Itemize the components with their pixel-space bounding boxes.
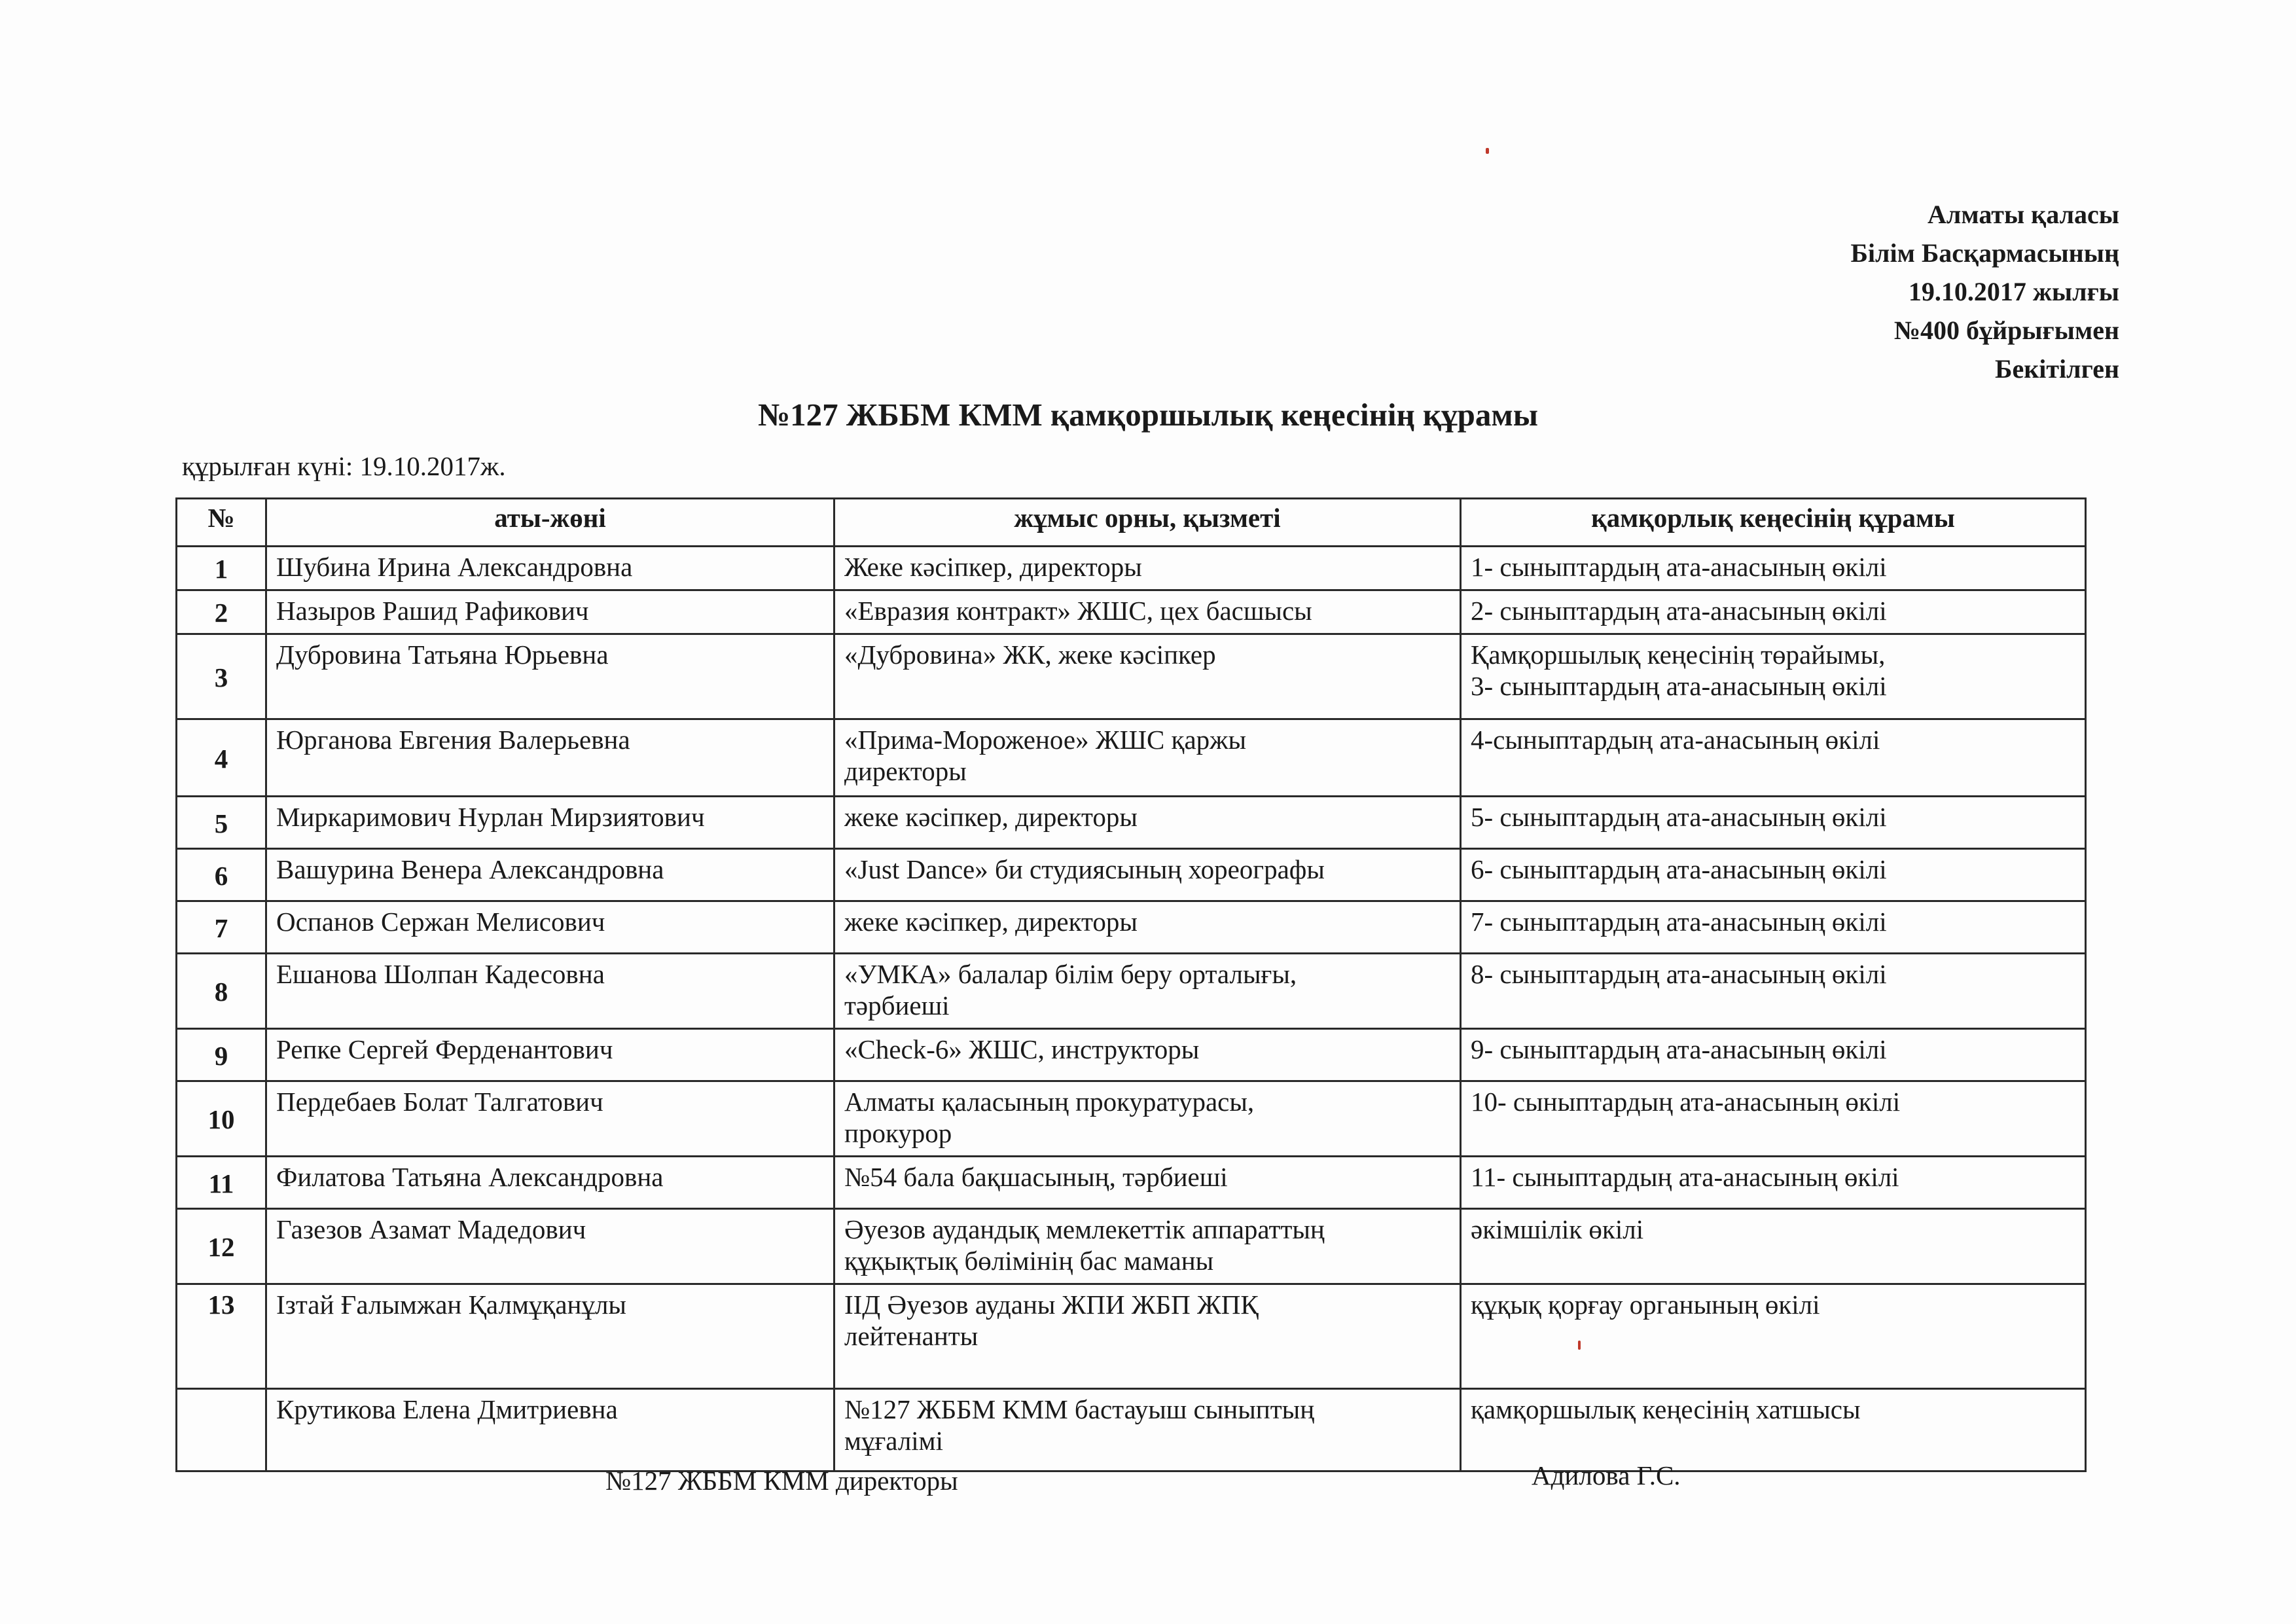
workplace-line: «Just Dance» би студиясының хореографы	[844, 854, 1325, 884]
workplace-line: прокурор	[844, 1118, 952, 1148]
row-workplace	[834, 1157, 1461, 1209]
workplace-line: «УМКА» балалар білім беру орталығы,	[844, 959, 1297, 989]
role-line: 11- сыныптардың ата-анасының өкілі	[1471, 1162, 1899, 1192]
row-workplace	[834, 634, 1461, 719]
row-council-role	[1461, 547, 2086, 590]
table-row	[177, 547, 2086, 590]
row-full-name: Шубина Ирина Александровна	[266, 547, 834, 590]
row-number: 11	[177, 1157, 266, 1209]
role-line: 6- сыныптардың ата-анасының өкілі	[1471, 854, 1887, 884]
row-full-name: Ізтай Ғалымжан Қалмұқанұлы	[266, 1284, 834, 1389]
row-number: 3	[177, 634, 266, 719]
table-row	[177, 901, 2086, 954]
workplace-line: Жеке кәсіпкер, директоры	[844, 552, 1142, 582]
workplace-line: «Check-6» ЖШС, инструкторы	[844, 1034, 1200, 1064]
row-council-role	[1461, 797, 2086, 849]
row-council-role	[1461, 590, 2086, 634]
row-number: 13	[177, 1284, 266, 1389]
row-council-role	[1461, 849, 2086, 901]
approval-line-city: Алматы қаласы	[1928, 200, 2119, 229]
workplace-line: Әуезов аудандық мемлекеттік аппараттың	[844, 1214, 1325, 1244]
workplace-line: Алматы қаласының прокуратурасы,	[844, 1087, 1255, 1117]
workplace-line: мұғалімі	[844, 1426, 944, 1456]
header-number: №	[177, 499, 266, 547]
row-number	[177, 1389, 266, 1471]
row-full-name: Газезов Азамат Мадедович	[266, 1209, 834, 1284]
table-row	[177, 1389, 2086, 1471]
workplace-line: жеке кәсіпкер, директоры	[844, 907, 1138, 937]
approval-line-department: Білім Басқармасының	[1850, 238, 2119, 268]
workplace-line: «Прима-Мороженое» ЖШС қаржы	[844, 725, 1247, 755]
role-line: 10- сыныптардың ата-анасының өкілі	[1471, 1087, 1901, 1117]
workplace-line: лейтенанты	[844, 1321, 978, 1351]
role-line: Қамқоршылық кеңесінің төрайымы,	[1471, 640, 1886, 670]
director-position: №127 ЖББМ КММ директоры	[605, 1466, 958, 1496]
row-full-name: Репке Сергей Ферденантович	[266, 1029, 834, 1081]
row-council-role	[1461, 901, 2086, 954]
role-line: 5- сыныптардың ата-анасының өкілі	[1471, 802, 1887, 832]
row-number: 2	[177, 590, 266, 634]
role-line: қамқоршылық кеңесінің хатшысы	[1471, 1394, 1861, 1424]
director-name: Адилова Г.С.	[1532, 1460, 1681, 1490]
workplace-line: №127 ЖББМ КММ бастауыш сыныптың	[844, 1394, 1315, 1424]
role-line: 4-сыныптардың ата-анасының өкілі	[1471, 725, 1880, 755]
role-line: 7- сыныптардың ата-анасының өкілі	[1471, 907, 1887, 937]
row-full-name: Оспанов Сержан Мелисович	[266, 901, 834, 954]
role-line: 3- сыныптардың ата-анасының өкілі	[1471, 671, 1887, 701]
row-number: 10	[177, 1081, 266, 1157]
row-full-name: Назыров Рашид Рафикович	[266, 590, 834, 634]
row-full-name: Юрганова Евгения Валерьевна	[266, 719, 834, 797]
row-workplace	[834, 590, 1461, 634]
role-line: әкімшілік өкілі	[1471, 1214, 1644, 1244]
role-line: құқық қорғау органының өкілі	[1471, 1290, 1820, 1320]
role-line: 2- сыныптардың ата-анасының өкілі	[1471, 596, 1887, 626]
row-council-role	[1461, 1081, 2086, 1157]
row-full-name: Крутикова Елена Дмитриевна	[266, 1389, 834, 1471]
role-line: 8- сыныптардың ата-анасының өкілі	[1471, 959, 1887, 989]
role-line: 1- сыныптардың ата-анасының өкілі	[1471, 552, 1887, 582]
workplace-line: құқықтық бөлімінің бас маманы	[844, 1246, 1214, 1276]
row-full-name: Ешанова Шолпан Кадесовна	[266, 954, 834, 1029]
row-workplace	[834, 901, 1461, 954]
row-number: 8	[177, 954, 266, 1029]
row-number: 5	[177, 797, 266, 849]
workplace-line: жеке кәсіпкер, директоры	[844, 802, 1138, 832]
table-row	[177, 954, 2086, 1029]
row-number: 9	[177, 1029, 266, 1081]
table-row	[177, 719, 2086, 797]
table-row	[177, 1284, 2086, 1389]
row-workplace	[834, 1284, 1461, 1389]
row-council-role	[1461, 1389, 2086, 1471]
row-number: 12	[177, 1209, 266, 1284]
row-council-role	[1461, 1157, 2086, 1209]
row-workplace	[834, 797, 1461, 849]
table-row	[177, 1157, 2086, 1209]
row-council-role	[1461, 1029, 2086, 1081]
approval-line-date: 19.10.2017 жылғы	[1908, 277, 2119, 306]
row-workplace	[834, 1389, 1461, 1471]
ink-speck	[1486, 148, 1489, 154]
row-number: 7	[177, 901, 266, 954]
row-workplace	[834, 719, 1461, 797]
row-workplace	[834, 1209, 1461, 1284]
row-council-role	[1461, 634, 2086, 719]
row-full-name: Пердебаев Болат Талгатович	[266, 1081, 834, 1157]
workplace-line: №54 бала бақшасының, тәрбиеші	[844, 1162, 1228, 1192]
row-council-role	[1461, 719, 2086, 797]
table-row	[177, 797, 2086, 849]
row-full-name: Филатова Татьяна Александровна	[266, 1157, 834, 1209]
row-workplace	[834, 547, 1461, 590]
approval-block	[1850, 195, 2119, 388]
row-number: 4	[177, 719, 266, 797]
table-row	[177, 634, 2086, 719]
row-number: 1	[177, 547, 266, 590]
workplace-line: «Евразия контракт» ЖШС, цех басшысы	[844, 596, 1312, 626]
row-full-name: Вашурина Венера Александровна	[266, 849, 834, 901]
table-header-row	[177, 499, 2086, 547]
row-number: 6	[177, 849, 266, 901]
workplace-line: ІІД Әуезов ауданы ЖПИ ЖБП ЖПҚ	[844, 1290, 1259, 1320]
row-council-role	[1461, 954, 2086, 1029]
approval-line-order: №400 бұйрығымен	[1893, 316, 2119, 345]
workplace-line: директоры	[844, 756, 967, 786]
row-council-role	[1461, 1209, 2086, 1284]
row-council-role	[1461, 1284, 2086, 1389]
header-workplace: жұмыс орны, қызметі	[834, 499, 1461, 547]
row-workplace	[834, 1081, 1461, 1157]
document-title: №127 ЖББМ КММ қамқоршылық кеңесінің құрамы	[757, 397, 1539, 433]
row-workplace	[834, 849, 1461, 901]
table-row	[177, 1081, 2086, 1157]
workplace-line: тәрбиеші	[844, 990, 950, 1020]
role-line: 9- сыныптардың ата-анасының өкілі	[1471, 1034, 1887, 1064]
table-row	[177, 849, 2086, 901]
row-full-name: Дубровина Татьяна Юрьевна	[266, 634, 834, 719]
created-date: құрылған күні: 19.10.2017ж.	[182, 451, 506, 481]
table-row	[177, 1209, 2086, 1284]
table-row	[177, 1029, 2086, 1081]
row-workplace	[834, 1029, 1461, 1081]
workplace-line: «Дубровина» ЖК, жеке кәсіпкер	[844, 640, 1216, 670]
council-table	[175, 497, 2087, 1472]
table-row	[177, 590, 2086, 634]
header-full-name: аты-жөні	[266, 499, 834, 547]
row-full-name: Миркаримович Нурлан Мирзиятович	[266, 797, 834, 849]
approval-line-approved: Бекітілген	[1995, 354, 2119, 384]
row-workplace	[834, 954, 1461, 1029]
header-council-role: қамқорлық кеңесінің құрамы	[1461, 499, 2086, 547]
